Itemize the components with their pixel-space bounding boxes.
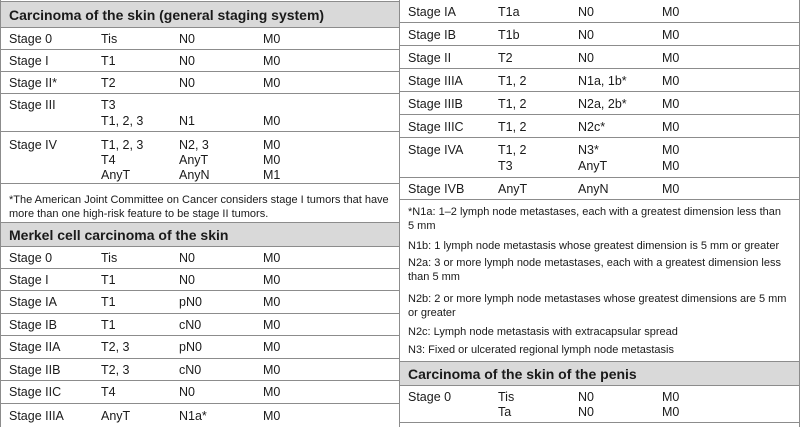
note-n2b [408,292,793,320]
stage-cell: Stage 0 [9,251,53,265]
m-cell: M0 [662,97,680,111]
table-row [1,314,399,336]
stage-cell: Stage IIIB [408,97,463,111]
table-row [1,28,399,50]
t-cell: T1 [101,54,116,68]
m-cell: M0 [263,32,281,46]
t-cell: T1 [101,295,116,309]
stage-cell: Stage IIIC [408,120,464,134]
n-cell: cN0 [179,363,202,377]
m-cell: M0 [263,273,281,287]
m-cell: M0 [263,138,281,152]
t-cell: Tis [101,32,118,46]
stage-cell: Stage IV [9,138,57,152]
table-row [400,138,799,178]
n-cell: N0 [578,405,594,419]
t-cell: T1, 2 [498,143,527,157]
table-row [400,92,799,115]
stage-cell: Stage 0 [408,390,452,404]
note-line: N2a: 3 or more lymph node metastases, each with a greatest dimension less [408,257,781,269]
stage-cell: Stage II* [9,76,57,90]
t-cell: Ta [498,405,512,419]
table-row [400,69,799,92]
n-cell: N0 [179,76,195,90]
n-cell: AnyT [179,153,209,167]
t-cell: T2 [498,51,513,65]
m-cell: M0 [662,120,680,134]
table-row [400,386,799,423]
stage-cell: Stage IIB [9,363,61,377]
t-cell: T1, 2 [498,97,527,111]
m-cell: M0 [662,390,680,404]
n-cell: N0 [578,51,594,65]
n-cell: N0 [578,390,594,404]
n-cell: N2a, 2b* [578,97,627,111]
note-n2c [408,325,793,339]
note-line: than 5 mm [408,271,460,283]
t-cell: Tis [498,390,515,404]
t-cell: T1, 2, 3 [101,138,144,152]
merkel-header [1,222,399,247]
penis-title: Carcinoma of the skin of the penis [408,365,637,382]
n-cell: N3* [578,143,599,157]
merkel-title: Merkel cell carcinoma of the skin [9,226,229,243]
t-cell: T1, 2, 3 [101,114,144,128]
t-cell: T4 [101,153,116,167]
m-cell: M0 [263,385,281,399]
t-cell: T4 [101,385,116,399]
note-line: *N1a: 1–2 lymph node metastases, each with a greatest dimension less than [408,206,781,218]
table-row [1,94,399,132]
m-cell: M0 [263,295,281,309]
t-cell: T2 [101,76,116,90]
m-cell: M0 [662,5,680,19]
n-cell: N2, 3 [179,138,209,152]
note-line: N3: Fixed or ulcerated regional lymph node metastasis [408,344,674,356]
n-cell: AnyN [578,182,609,196]
table-row [400,0,799,23]
stage-cell: Stage 0 [9,32,53,46]
table-row [1,359,399,381]
n-cell: AnyT [578,159,608,173]
skin-general-header [1,1,399,28]
t-cell: T1b [498,28,520,42]
table-row [1,132,399,184]
t-cell: T1a [498,5,520,19]
m-cell: M0 [263,409,281,423]
m-cell: M0 [662,405,680,419]
m-cell: M0 [263,114,281,128]
t-cell: AnyT [101,409,131,423]
note-line: N2b: 2 or more lymph node metastases whose greatest dimensions are 5 mm [408,293,787,305]
m-cell: M0 [263,153,281,167]
table-row [400,23,799,46]
m-cell: M0 [662,28,680,42]
note-line: N2c: Lymph node metastasis with extracapsular spread [408,326,678,338]
n-cell: N0 [578,28,594,42]
n-cell: N1a* [179,409,207,423]
stage-cell: Stage II [408,51,452,65]
n-cell: N0 [578,5,594,19]
table-row [1,336,399,359]
n-cell: pN0 [179,340,202,354]
stage-cell: Stage IA [9,295,57,309]
stage-cell: Stage IIIA [408,74,463,88]
note-n1a [408,205,793,233]
skin-general-title: Carcinoma of the skin (general staging system) [9,6,325,23]
n-cell: N1 [179,114,195,128]
m-cell: M0 [263,76,281,90]
stage-cell: Stage IIIA [9,409,64,423]
stage-cell: Stage IIC [9,385,62,399]
note-n1b [408,239,793,253]
footnote-line: more than one high-risk feature to be stage II tumors. [9,208,269,220]
m-cell: M0 [263,54,281,68]
m-cell: M0 [263,251,281,265]
stage-cell: Stage IVB [408,182,465,196]
table-row [1,291,399,314]
m-cell: M0 [662,182,680,196]
table-row [400,46,799,69]
m-cell: M0 [662,143,680,157]
note-n2a [408,256,793,284]
table-row [1,247,399,269]
stage-cell: Stage IB [408,28,456,42]
n-cell: N0 [179,32,195,46]
n-cell: N0 [179,54,195,68]
table-row [400,115,799,138]
table-row [1,269,399,291]
stage-cell: Stage I [9,273,49,287]
t-cell: T1 [101,318,116,332]
stage-cell: Stage IB [9,318,57,332]
table-row [1,381,399,404]
skin-general-footnote [9,193,393,221]
m-cell: M0 [662,159,680,173]
n-cell: cN0 [179,318,202,332]
n-cell: N0 [179,251,195,265]
m-cell: M0 [662,74,680,88]
t-cell: AnyT [101,168,131,182]
m-cell: M0 [662,51,680,65]
n-cell: N1a, 1b* [578,74,627,88]
penis-header [400,361,799,386]
footnote-line: *The American Joint Committee on Cancer considers stage I tumors that have [9,194,389,206]
t-cell: T1, 2 [498,74,527,88]
note-line: N1b: 1 lymph node metastasis whose greatest dimension is 5 mm or greater [408,240,780,252]
note-line: or greater [408,307,456,319]
t-cell: T3 [498,159,513,173]
n-cell: N2c* [578,120,606,134]
m-cell: M0 [263,363,281,377]
t-cell: T1 [101,273,116,287]
t-cell: T1, 2 [498,120,527,134]
stage-cell: Stage I [9,54,49,68]
n-cell: AnyN [179,168,210,182]
table-row [1,404,399,427]
note-n3 [408,343,793,357]
stage-cell: Stage III [9,98,56,112]
m-cell: M0 [263,340,281,354]
t-cell: T2, 3 [101,340,130,354]
stage-cell: Stage IIA [9,340,61,354]
t-cell: T3 [101,98,116,112]
right-column [400,0,800,427]
t-cell: Tis [101,251,118,265]
table-row [1,72,399,94]
stage-cell: Stage IA [408,5,456,19]
table-row [1,50,399,72]
m-cell: M0 [263,318,281,332]
n-cell: N0 [179,385,195,399]
t-cell: T2, 3 [101,363,130,377]
n-cell: pN0 [179,295,202,309]
table-row [400,178,799,200]
n-cell: N0 [179,273,195,287]
m-cell: M1 [263,168,281,182]
stage-cell: Stage IVA [408,143,464,157]
note-line: 5 mm [408,220,436,232]
t-cell: AnyT [498,182,528,196]
